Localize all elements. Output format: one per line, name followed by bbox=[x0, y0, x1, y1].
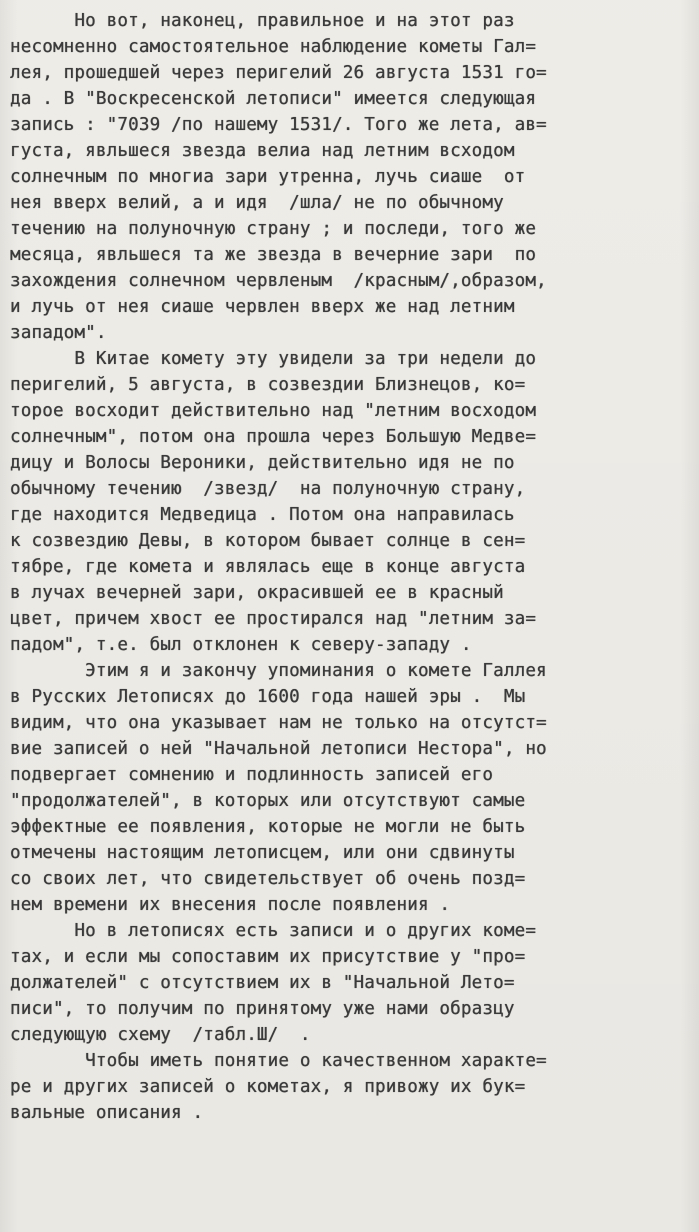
text-line: следующую схему /табл.Ш/ . bbox=[10, 1025, 311, 1045]
text-line: да . В "Воскресенской летописи" имеется следующая bbox=[10, 89, 537, 109]
text-line: несомненно самостоятельное наблюдение кометы Гал= bbox=[10, 37, 537, 57]
text-line: перигелий, 5 августа, в созвездии Близнецов, ко= bbox=[10, 375, 526, 395]
text-line: тябре, где комета и являлась еще в конце августа bbox=[10, 557, 526, 577]
text-line: солнечным", потом она прошла через Большую Медве= bbox=[10, 427, 537, 447]
text-line: дицу и Волосы Вероники, действительно идя не по bbox=[10, 453, 515, 473]
text-line: писи", то получим по принятому уже нами образцу bbox=[10, 999, 515, 1019]
text-line: месяца, явльшеся та же звезда в вечерние зари по bbox=[10, 245, 537, 265]
text-line: солнечным по многиа зари утренна, лучь сиаше от bbox=[10, 167, 526, 187]
text-line: Но в летописях есть записи и о других коме= bbox=[10, 921, 537, 941]
text-line: в лучах вечерней зари, окрасившей ее в красный bbox=[10, 583, 504, 603]
text-line: должателей" с отсутствием их в "Начальной Лето= bbox=[10, 973, 515, 993]
text-line: запись : "7039 /по нашему 1531/. Того же лета, ав= bbox=[10, 115, 547, 135]
text-line: тах, и если мы сопоставим их присутствие у "про= bbox=[10, 947, 526, 967]
document-text bbox=[10, 8, 694, 1126]
text-line: нем времени их внесения после появления . bbox=[10, 895, 451, 915]
text-line: и лучь от нея сиаше червлен вверх же над летним bbox=[10, 297, 515, 317]
text-line: западом". bbox=[10, 323, 107, 343]
text-line: захождения солнечном червленым /красным/,образом, bbox=[10, 271, 547, 291]
text-line: вальные описания . bbox=[10, 1103, 204, 1123]
text-line: Этим я и закончу упоминания о комете Галлея bbox=[10, 661, 547, 681]
text-line: где находится Медведица . Потом она направилась bbox=[10, 505, 515, 525]
text-line: эффектные ее появления, которые не могли не быть bbox=[10, 817, 526, 837]
text-line: течению на полуночную страну ; и последи, того же bbox=[10, 219, 537, 239]
text-line: цвет, причем хвост ее простирался над "летним за= bbox=[10, 609, 537, 629]
text-line: отмечены настоящим летописцем, или они сдвинуты bbox=[10, 843, 515, 863]
text-line: торое восходит действительно над "летним восходом bbox=[10, 401, 537, 421]
text-line: В Китае комету эту увидели за три недели до bbox=[10, 349, 537, 369]
text-line: обычному течению /звезд/ на полуночную страну, bbox=[10, 479, 526, 499]
text-line: видим, что она указывает нам не только на отсутст= bbox=[10, 713, 547, 733]
text-line: вие записей о ней "Начальной летописи Нестора", но bbox=[10, 739, 547, 759]
text-line: лея, прошедшей через перигелий 26 августа 1531 го= bbox=[10, 63, 547, 83]
text-line: падом", т.е. был отклонен к северу-западу . bbox=[10, 635, 472, 655]
text-line: Чтобы иметь понятие о качественном характе= bbox=[10, 1051, 547, 1071]
text-line: подвергает сомнению и подлинность записей его bbox=[10, 765, 494, 785]
text-line: ре и других записей о кометах, я привожу их бук= bbox=[10, 1077, 526, 1097]
text-line: Но вот, наконец, правильное и на этот раз bbox=[10, 11, 515, 31]
text-line: в Русских Летописях до 1600 года нашей эры . Мы bbox=[10, 687, 526, 707]
text-line: к созвездию Девы, в котором бывает солнце в сен= bbox=[10, 531, 526, 551]
text-line: густа, явльшеся звезда велиа над летним всходом bbox=[10, 141, 515, 161]
text-line: со своих лет, что свидетельствует об очень позд= bbox=[10, 869, 526, 889]
text-line: "продолжателей", в которых или отсутствуют самые bbox=[10, 791, 526, 811]
text-line: нея вверх велий, а и идя /шла/ не по обычному bbox=[10, 193, 504, 213]
